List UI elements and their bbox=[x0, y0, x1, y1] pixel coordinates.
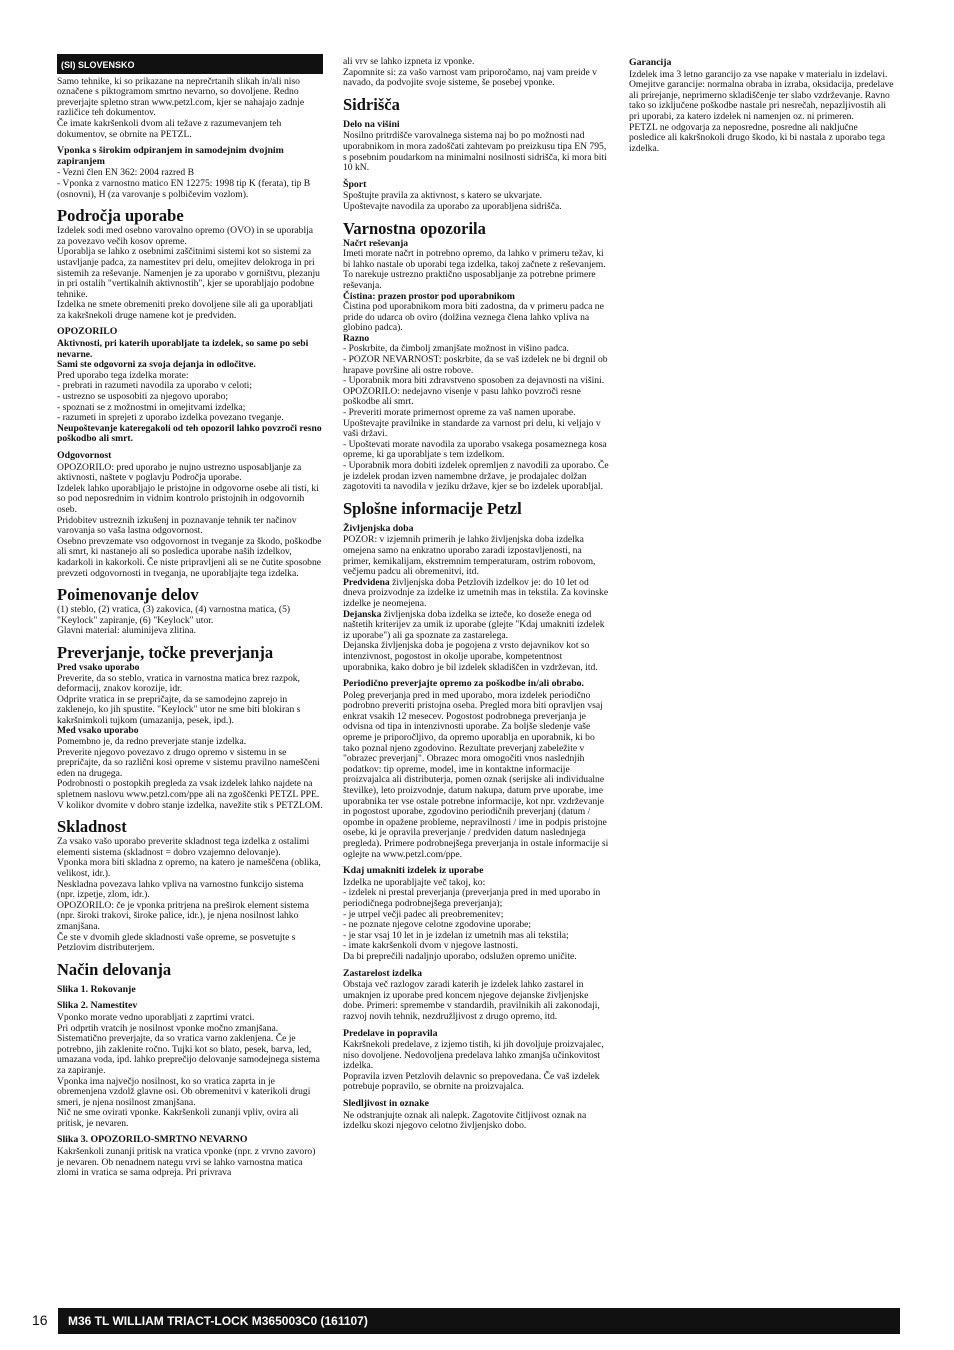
heading-field-of-application: Področja uporabe bbox=[57, 206, 184, 226]
obsolescence-text: Obstaja več razlogov zaradi katerih je izdelek lahko zastarel in umaknjen iz uporabe pred koncem njegove dejanske življenjske dobe. Primeri: spremembe v standardih, pravilnikih ali zakonodaji, razvoj novih tehnik, nezdružljivost z drugo opremo, itd. bbox=[343, 979, 600, 1022]
responsibility-text: OPOZORILO: pred uporabo je nujno ustrezno usposabljanje za aktivnosti, naštete v poglavju Področja uporabe. Izdelek lahko uporabljajo le pristojne in odgovorne osebe ali tisti, ki so pod neposrednim in vidnim kontrolo pristojnih in odgovornih oseb. Pridobitev ustreznih izkušenj in poznavanje tehnik ter načinov varovanja so vaša lastna odgovornost. Osebno prevzemate vso odgovornost in tveganje za škodo, poškodbe ali smrt, ki nastanejo ali so posledica uporabe naših izdelkov, kadarkoli in kakorkoli. Če niste pripravljeni ali se ne čutite sposobne prevzeti odgovornosti in tveganja, ne uporabljajte tega izdelka. bbox=[57, 461, 322, 579]
sub-work-at-height: Delo na višini bbox=[343, 118, 400, 130]
inspection-before-text: Preverite, da so steblo, vratica in varnostna matica brez razpok, deformacij, znakov korozije, idr. Odprite vratica in se prepričajte, da se samodejno zaprejo in zaklenejo, ko jih spustite. "Keylock" utor ne sme biti blokiran s kakršnimkoli tujkom (umazanija, pesek, ipd.). bbox=[57, 672, 301, 726]
sub-traceability: Sledljivost in oznake bbox=[343, 1098, 430, 1110]
page-number: 16 bbox=[32, 1312, 48, 1328]
function-text-3: Kakršenkoli zunanji pritisk na vratica vponke (npr. z vrvno zavoro) je nevaren. Ob nenadnem nategu vrvi se lahko varnostna matica zlomi in vratica se sama odpreja. Pri privrava bbox=[57, 1146, 316, 1179]
sub-clearance: Čistina: prazen prostor pod uporabnikom bbox=[343, 290, 515, 302]
sub-sport: Šport bbox=[343, 178, 367, 190]
sport-text: Spoštujte pravila za aktivnost, s katero se ukvarjate. Upoštevajte navodila za uporabo za uporabljena sidrišča. bbox=[343, 190, 562, 212]
sub-guarantee: Garancija bbox=[629, 57, 672, 68]
expected-label: Predvidena bbox=[343, 576, 390, 588]
guarantee-text: Izdelek ima 3 letno garancijo za vse napake v materialu in izdelavi. Omejitve garancije: normalna obraba in izraba, oksidacija, predelave ali prirejanje, neprimerno skladiščenje ter slabo vzdrževanje. Ravno tako so izključene poškodbe nastale pri nesrečah, nepazljivostih ali pri uporabi, za katero izdelek ni namenjen oz. ni primeren. PETZL ne odgovarja za neposredne, posredne ali naključne posledice ali kakršnokoli drugo škodo, ki bi nastala z uporabo tega izdelka. bbox=[629, 68, 894, 154]
sub-obsolescence: Zastarelost izdelka bbox=[343, 967, 423, 979]
responsibility-heading: Odgovornost bbox=[57, 450, 112, 461]
inspection-during-text: Pomembno je, da redno preverjate stanje izdelka. Preverite njegovo povezavo z drugo opremo v sistemu in se prepričajte, da so različni kosi opreme v sistemu pravilno nameščeni eden na drugega. Podrobnosti o postopkih pregleda za vsak izdelek lahko najdete na spletnem naslovu www.petzl.com/ppe ali na zgoščenki PETZL PPE. V kolikor dvomite v dobro stanje izdelka, navežite stik s PETZLOM. bbox=[57, 736, 323, 811]
heading-general-info: Splošne informacije Petzl bbox=[343, 498, 522, 518]
standards-text: - Vezni člen EN 362: 2004 razred B - Vponka z varnostno matico EN 12275: 1998 tip K (ferata), tip B (osnovni), H (za varovanje s polbičevim vozlom). bbox=[57, 167, 311, 200]
warning-bold-2: Neupoštevanje kateregakoli od teh opozoril lahko povzroči resno poškodbo ali smrt. bbox=[57, 422, 322, 445]
figure-3-caption: Slika 3. OPOZORILO-SMRTNO NEVARNO bbox=[57, 1134, 248, 1146]
heading-inspection: Preverjanje, točke preverjanja bbox=[57, 642, 274, 662]
field-of-application-text: Izdelek sodi med osebno varovalno opremo (OVO) in se uporablja za povezavo večih kosov opreme. Uporablja se lahko z osebnimi zaščitnimi sistemi kot so sistemi za ustavljanje padca, za namestitev pri delu, omejitev delokroga in pri sistemih za reševanje. Namenjen je za uporabo v gorništvu, plezanju in pri ostalih "vertikalnih aktivnostih", kjer se uporabljajo podobne tehnike. Izdelka ne smete obremeniti preko dovoljene sile ali ga uporabljati za kakršnekoli druge namene kot je predviden. bbox=[57, 225, 320, 321]
warning-heading: OPOZORILO bbox=[57, 326, 118, 338]
sub-misc: Razno bbox=[343, 332, 370, 344]
heading-anchors: Sidrišča bbox=[343, 94, 400, 114]
page-footer bbox=[32, 1308, 900, 1334]
actual-lifetime-para bbox=[343, 610, 609, 674]
heading-safety-warnings: Varnostna opozorila bbox=[343, 218, 486, 238]
heading-function: Način delovanja bbox=[57, 959, 172, 979]
sub-periodic-inspection: Periodično preverjajte opremo za poškodbe in/ali obrabo. bbox=[343, 678, 585, 690]
heading-compatibility: Skladnost bbox=[57, 817, 127, 837]
heading-nomenclature: Poimenovanje delov bbox=[57, 585, 199, 605]
inspection-sub-during: Med vsako uporabo bbox=[57, 725, 139, 737]
product-subtitle: Vponka s širokim odpiranjem in samodejnim dvojnim zapiranjem bbox=[57, 145, 284, 167]
actual-label: Dejanska bbox=[343, 608, 382, 620]
intro-text: Samo tehnike, ki so prikazane na neprečrtanih slikah in/ali niso označene s piktogramom smrtno nevarno, so dovoljene. Redno preverjajte spletno stran www.petzl.com, kjer se nahajajo zadnje različice teh dokumentov. Če imate kakršenkoli dvom ali težave z razumevanjem teh dokumentov, se obrnite na PETZL. bbox=[57, 75, 305, 140]
periodic-inspection-text: Poleg preverjanja pred in med uporabo, mora izdelek periodično podrobno preveriti pristojna oseba. Pregled mora biti opravljen vsaj enkrat vsakih 12 mesecev. Pogostost podrobnega preverjanja je odvisna od tipa in intenzivnosti uporabe. Za boljše sledenje vaše opreme je priporočljivo, da opremo uporablja en uporabnik, ki bo tako poznal njeno zgodovino. Rezultate preverjanj zabeležite v "obrazec preverjanj". Obrazec mora omogočiti vnos naslednjih podatkov: tip opreme, model, ime in kontaktne informacije proizvajalca ali distributerja, pomen oznak (serijske ali individualne številke), leto proizvodnje, datum nakupa, datum prve uporabe, ime uporabnika ter vse ostale potrebne informacije, kot npr. vzdrževanje in pogostost uporabe, zgodovino periodičnih preverjanj (datum / opombe in opažene probleme, nepravilnosti / ime in podpis pristojne osebe, ki je opravila preverjanje / predviden datum naslednjega pregleda). Primere podrobnejšega preverjanja in ostale informacije si oglejte na www.petzl.com/ppe. bbox=[343, 689, 609, 860]
warning-bold-1: Aktivnosti, pri katerih uporabljate ta izdelek, so same po sebi nevarne. Sami ste odgovorni za svoja dejanja in odločitve. bbox=[57, 338, 309, 371]
document-reference: M36 TL WILLIAM TRIACT-LOCK M365003C0 (161107) bbox=[58, 1308, 900, 1334]
sub-modifications: Predelave in popravila bbox=[343, 1027, 438, 1039]
column-3 bbox=[629, 58, 895, 154]
column-1 bbox=[57, 54, 323, 1179]
compatibility-text: Za vsako vašo uporabo preverite skladnost tega izdelka z ostalimi elementi sistema (skladnost = dobro vzajemno delovanje). Vponka mora biti skladna z opremo, na katero je nameščena (oblika, velikost, idr.). Neskladna povezava lahko vpliva na varnostno funkcijo sistema (npr. izpetje, zlom, idr.). OPOZORILO: če je vponka pritrjena na preširok element sistema (npr. široki trakovi, široke palice, idr.), je njena nosilnost lahko zmanjšana. Če ste v dvomih glede skladnosti vaše opreme, se posvetujte s Petzlovim distributerjem. bbox=[57, 836, 321, 954]
sub-lifetime: Življenjska doba bbox=[343, 522, 414, 534]
figure-1-caption: Slika 1. Rokovanje bbox=[57, 983, 136, 995]
actual-text: življenjska doba izdelka se izteče, ko doseže enega od naštetih kriterijev za umik iz uporabe (glejte "Kdaj umakniti izdelek iz uporabe") ali ga spoznate za zastarelega. Dejanska življenjska doba je pogojena z vrsto dejavnikov kot so intenzivnost, pogostost in okolje uporabe, kompetentnost uporabnika, kako dobro je bil izdelek skladiščen in vzdrževan, itd. bbox=[343, 608, 605, 673]
misc-text: - Poskrbite, da čimbolj zmanjšate možnost in višino padca. - POZOR NEVARNOST: poskrbite, da se vaš izdelek ne bi drgnil ob hrapave površine ali ostre robove. - Uporabnik mora biti zdravstveno sposoben za dejavnosti na višini. OPOZORILO: nedejavno visenje v pasu lahko povzroči resne poškodbe ali smrt. - Preveriti morate primernost opreme za vaš namen uporabe. Upoštevajte pravilnike in standarde za varnost pri delu, ki veljajo v vaši državi. - Upoštevati morate navodila za uporabo vsakega posameznega kosa opreme, ki ga uporabljate s tem izdelkom. - Uporabnik mora dobiti izdelek opremljen z navodili za uporabo. Če je izdelek prodan izven namembne države, je prodajalec dolžan zagotoviti ta navodila v jeziku države, kjer se bo izdelek uporabljal. bbox=[343, 343, 609, 493]
column-2 bbox=[343, 57, 609, 1132]
inspection-sub-before: Pred vsako uporabo bbox=[57, 661, 140, 673]
continued-text: ali vrv se lahko izpneta iz vponke. Zapomnite si: za vašo varnost vam priporočamo, naj vam preide v navado, da podvojite svoje sisteme, še posebej vponke. bbox=[343, 56, 597, 89]
modifications-text: Kakršnekoli predelave, z izjemo tistih, ki jih dovoljuje proizvajalec, niso dovoljene. Nedovoljena predelava lahko zmanjša učinkovitost izdelka. Popravila izven Petzlovih delavnic so prepovedana. Če vaš izdelek potrebuje popravilo, se obrnite na proizvajalca. bbox=[343, 1039, 604, 1093]
sub-retire: Kdaj umakniti izdelek iz uporabe bbox=[343, 865, 484, 877]
rescue-plan-text: Imeti morate načrt in potrebno opremo, da lahko v primeru težav, ki bi lahko nastale ob uporabi tega izdelka, takoj začnete z reševanjem. To narekuje ustrezno praktično usposabljanje za potrebne primere reševanja. bbox=[343, 248, 606, 291]
nomenclature-text: (1) steblo, (2) vratica, (3) zakovica, (4) varnostna matica, (5) "Keylock" zapiranje, (6) "Keylock" utor. Glavni material: aluminijeva zlitina. bbox=[57, 604, 291, 637]
sub-rescue-plan: Načrt reševanja bbox=[343, 237, 409, 249]
expected-text: življenjska doba Petzlovih izdelkov je: do 10 let od dneva proizvodnje za izdelke iz umetnih mas in tekstila. Za kovinske izdelke je neomejena. bbox=[343, 576, 609, 609]
function-text-2: Vponko morate vedno uporabljati z zaprtimi vratci. Pri odprtih vratcih je nosilnost vponke močno zmanjšana. Sistematično preverjajte, da so vratica varno zaklenjena. Če je potrebno, jih zaklenite ročno. Tujki kot so blato, pesek, barva, led, umazana voda, ipd. lahko preprečijo delovanje samodejnega sistema za zapiranje. Vponka ima največjo nosilnost, ko so vratica zaprta in je obremenjena vzdolž glavne osi. Ob obremenitvi v katerikoli drugi smeri, je njena nosilnost zmanjšana. Nič ne sme ovirati vponke. Kakršenkoli zunanji vpliv, ovira ali pritisk, je nevaren. bbox=[57, 1011, 320, 1129]
clearance-text: Čistina pod uporabnikom mora biti zadostna, da v primeru padca ne pride do udarca ob oviro (dolžina veznega člena lahko vpliva na globino padca). bbox=[343, 301, 604, 334]
lifetime-text: POZOR: v izjemnih primerih je lahko življenjska doba izdelka omejena samo na enkratno uporabo zaradi izpostavljenosti, na primer, kemikalijam, ekstremnim temperaturam, ostrim robovom, večjemu padcu ali obremenitvi, itd. bbox=[343, 534, 596, 578]
warning-text: Pred uporabo tega izdelka morate: - prebrati in razumeti navodila za uporabo v celoti; - ustrezno se usposobiti za njegovo uporabo; - spoznati se z možnostmi in omejitvami izdelka; - razumeti in sprejeti z uporabo izdelka povezano tveganje. bbox=[57, 369, 284, 424]
expected-lifetime-para bbox=[343, 578, 609, 610]
retire-text: Izdelka ne uporabljajte več takoj, ko: - izdelek ni prestal preverjanja (preverjanja pred in med uporabo in periodičnega podrobnejšega preverjanja); - je utrpel večji padec ali preobremenitev; - ne poznate njegove celotne zgodovine uporabe; - je star vsaj 10 let in je izdelan iz umetnih mas ali tekstila; - imate kakršenkoli dvom v njegove lastnosti. Da bi preprečili nadaljnjo uporabo, odslužen opremo uničite. bbox=[343, 876, 601, 962]
traceability-text: Ne odstranjujte oznak ali nalepk. Zagotovite čitljivost oznak na izdelku skozi njegovo celotno življenjsko dobo. bbox=[343, 1109, 587, 1132]
work-at-height-text: Nosilno pritrdišče varovalnega sistema naj bo po možnosti nad uporabnikom in mora zadoščati zahtevam po preizkusu tipa EN 795, s posebnim poudarkom na minimalni nosilnosti sidrišča, ki mora biti 10 kN. bbox=[343, 130, 607, 174]
figure-2-caption: Slika 2. Namestitev bbox=[57, 1000, 138, 1012]
language-header: (SI) SLOVENSKO bbox=[57, 54, 323, 74]
